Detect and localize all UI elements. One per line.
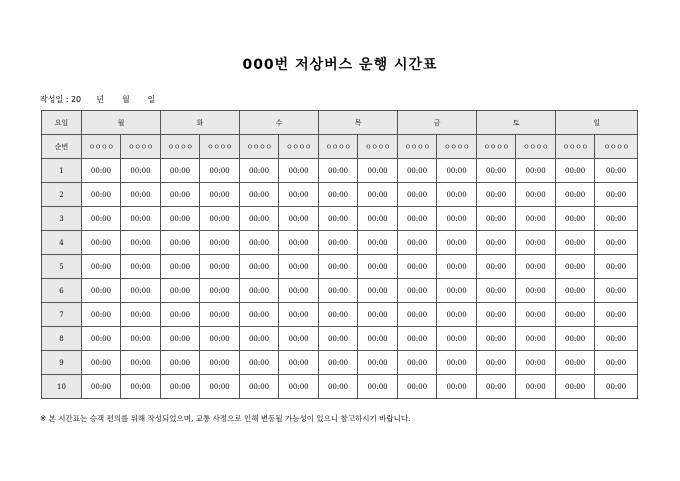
time-cell: 00:00 <box>200 159 240 183</box>
time-cell: 00:00 <box>161 375 200 399</box>
time-cell: 00:00 <box>121 207 161 231</box>
order-number-cell: 2 <box>42 183 82 207</box>
time-cell: 00:00 <box>161 159 200 183</box>
time-cell: 00:00 <box>319 159 358 183</box>
time-cell: 00:00 <box>595 231 638 255</box>
page-title: 000번 저상버스 운행 시간표 <box>242 57 438 73</box>
day-header-cell: 토 <box>477 111 556 135</box>
time-cell: 00:00 <box>437 351 477 375</box>
stop-header-cell: ㅇㅇㅇㅇ <box>121 135 161 159</box>
stop-header-cell: ㅇㅇㅇㅇ <box>200 135 240 159</box>
time-cell: 00:00 <box>82 279 121 303</box>
day-header-cell: 수 <box>240 111 319 135</box>
time-cell: 00:00 <box>279 351 319 375</box>
time-cell: 00:00 <box>319 327 358 351</box>
table-row <box>42 231 638 255</box>
time-cell: 00:00 <box>200 207 240 231</box>
time-cell: 00:00 <box>398 207 437 231</box>
stop-header-cell: ㅇㅇㅇㅇ <box>240 135 279 159</box>
time-cell: 00:00 <box>200 279 240 303</box>
table-row <box>42 327 638 351</box>
time-cell: 00:00 <box>516 351 556 375</box>
time-cell: 00:00 <box>556 159 595 183</box>
time-cell: 00:00 <box>358 183 398 207</box>
day-header-cell: 월 <box>82 111 161 135</box>
table-row <box>42 207 638 231</box>
time-cell: 00:00 <box>240 231 279 255</box>
time-cell: 00:00 <box>516 255 556 279</box>
time-cell: 00:00 <box>161 183 200 207</box>
order-number-cell: 4 <box>42 231 82 255</box>
time-cell: 00:00 <box>82 255 121 279</box>
stop-header-cell: ㅇㅇㅇㅇ <box>161 135 200 159</box>
time-cell: 00:00 <box>556 255 595 279</box>
time-cell: 00:00 <box>358 255 398 279</box>
order-number-cell: 9 <box>42 351 82 375</box>
time-cell: 00:00 <box>516 159 556 183</box>
time-cell: 00:00 <box>398 183 437 207</box>
time-cell: 00:00 <box>477 375 516 399</box>
time-cell: 00:00 <box>437 375 477 399</box>
time-cell: 00:00 <box>556 327 595 351</box>
time-cell: 00:00 <box>477 159 516 183</box>
time-cell: 00:00 <box>516 375 556 399</box>
time-cell: 00:00 <box>240 327 279 351</box>
order-number-cell: 5 <box>42 255 82 279</box>
time-cell: 00:00 <box>358 231 398 255</box>
day-label-cell: 요일 <box>42 111 82 135</box>
time-cell: 00:00 <box>595 159 638 183</box>
time-cell: 00:00 <box>477 279 516 303</box>
time-cell: 00:00 <box>437 183 477 207</box>
stop-header-cell: ㅇㅇㅇㅇ <box>398 135 437 159</box>
stop-header-cell: ㅇㅇㅇㅇ <box>556 135 595 159</box>
time-cell: 00:00 <box>358 159 398 183</box>
time-cell: 00:00 <box>595 327 638 351</box>
table-row <box>42 303 638 327</box>
stop-header-cell: ㅇㅇㅇㅇ <box>279 135 319 159</box>
day-header-cell: 금 <box>398 111 477 135</box>
time-cell: 00:00 <box>556 279 595 303</box>
time-cell: 00:00 <box>437 231 477 255</box>
order-number-cell: 6 <box>42 279 82 303</box>
time-cell: 00:00 <box>279 327 319 351</box>
time-cell: 00:00 <box>279 159 319 183</box>
time-cell: 00:00 <box>161 255 200 279</box>
time-cell: 00:00 <box>82 375 121 399</box>
time-cell: 00:00 <box>358 207 398 231</box>
date-day-unit: 일 <box>147 95 156 104</box>
time-cell: 00:00 <box>200 375 240 399</box>
time-cell: 00:00 <box>358 351 398 375</box>
time-cell: 00:00 <box>200 327 240 351</box>
time-cell: 00:00 <box>279 375 319 399</box>
time-cell: 00:00 <box>319 183 358 207</box>
table-row <box>42 279 638 303</box>
table-row <box>42 351 638 375</box>
time-cell: 00:00 <box>437 159 477 183</box>
time-cell: 00:00 <box>556 375 595 399</box>
time-cell: 00:00 <box>358 375 398 399</box>
time-cell: 00:00 <box>161 231 200 255</box>
order-number-cell: 8 <box>42 327 82 351</box>
order-number-cell: 7 <box>42 303 82 327</box>
time-cell: 00:00 <box>82 327 121 351</box>
time-cell: 00:00 <box>200 231 240 255</box>
time-cell: 00:00 <box>398 255 437 279</box>
time-cell: 00:00 <box>477 207 516 231</box>
time-cell: 00:00 <box>200 351 240 375</box>
table-row <box>42 159 638 183</box>
time-cell: 00:00 <box>437 327 477 351</box>
time-cell: 00:00 <box>240 255 279 279</box>
stop-header-cell: ㅇㅇㅇㅇ <box>82 135 121 159</box>
time-cell: 00:00 <box>477 255 516 279</box>
time-cell: 00:00 <box>398 231 437 255</box>
time-cell: 00:00 <box>437 255 477 279</box>
time-cell: 00:00 <box>161 351 200 375</box>
timetable <box>41 110 638 399</box>
time-cell: 00:00 <box>556 303 595 327</box>
time-cell: 00:00 <box>161 327 200 351</box>
order-label-cell: 순번 <box>42 135 82 159</box>
time-cell: 00:00 <box>477 183 516 207</box>
stop-header-cell: ㅇㅇㅇㅇ <box>477 135 516 159</box>
time-cell: 00:00 <box>516 183 556 207</box>
time-cell: 00:00 <box>516 327 556 351</box>
day-header-row <box>42 111 638 135</box>
time-cell: 00:00 <box>595 351 638 375</box>
time-cell: 00:00 <box>200 303 240 327</box>
time-cell: 00:00 <box>516 231 556 255</box>
stop-header-cell: ㅇㅇㅇㅇ <box>358 135 398 159</box>
time-cell: 00:00 <box>595 375 638 399</box>
time-cell: 00:00 <box>82 207 121 231</box>
time-cell: 00:00 <box>240 375 279 399</box>
day-header-cell: 화 <box>161 111 240 135</box>
time-cell: 00:00 <box>595 255 638 279</box>
time-cell: 00:00 <box>398 159 437 183</box>
time-cell: 00:00 <box>319 279 358 303</box>
time-cell: 00:00 <box>437 207 477 231</box>
time-cell: 00:00 <box>477 231 516 255</box>
time-cell: 00:00 <box>121 159 161 183</box>
time-cell: 00:00 <box>279 255 319 279</box>
time-cell: 00:00 <box>319 207 358 231</box>
time-cell: 00:00 <box>82 159 121 183</box>
time-cell: 00:00 <box>319 351 358 375</box>
stop-header-cell: ㅇㅇㅇㅇ <box>516 135 556 159</box>
time-cell: 00:00 <box>319 255 358 279</box>
time-cell: 00:00 <box>279 207 319 231</box>
time-cell: 00:00 <box>319 303 358 327</box>
time-cell: 00:00 <box>556 231 595 255</box>
time-cell: 00:00 <box>161 279 200 303</box>
time-cell: 00:00 <box>240 351 279 375</box>
stop-header-cell: ㅇㅇㅇㅇ <box>437 135 477 159</box>
time-cell: 00:00 <box>121 351 161 375</box>
time-cell: 00:00 <box>279 231 319 255</box>
date-month-unit: 월 <box>121 95 130 104</box>
time-cell: 00:00 <box>556 183 595 207</box>
time-cell: 00:00 <box>398 375 437 399</box>
date-label: 작성일 : 20 <box>40 95 82 104</box>
day-header-cell: 목 <box>319 111 398 135</box>
time-cell: 00:00 <box>200 255 240 279</box>
time-cell: 00:00 <box>279 279 319 303</box>
day-header-cell: 일 <box>556 111 638 135</box>
time-cell: 00:00 <box>82 351 121 375</box>
time-cell: 00:00 <box>121 375 161 399</box>
stop-header-cell: ㅇㅇㅇㅇ <box>319 135 358 159</box>
time-cell: 00:00 <box>279 183 319 207</box>
time-cell: 00:00 <box>398 303 437 327</box>
time-cell: 00:00 <box>595 183 638 207</box>
time-cell: 00:00 <box>240 183 279 207</box>
time-cell: 00:00 <box>319 231 358 255</box>
time-cell: 00:00 <box>556 207 595 231</box>
time-cell: 00:00 <box>516 279 556 303</box>
time-cell: 00:00 <box>240 303 279 327</box>
footnote: ※ 본 시간표는 승객 편의를 위해 작성되었으며, 교통 사정으로 인해 변동될 가능성이 있으니 참고하시기 바랍니다. <box>40 414 411 423</box>
date-year-unit: 년 <box>96 95 105 104</box>
time-cell: 00:00 <box>319 375 358 399</box>
time-cell: 00:00 <box>161 207 200 231</box>
order-number-cell: 1 <box>42 159 82 183</box>
table-row <box>42 183 638 207</box>
order-number-cell: 10 <box>42 375 82 399</box>
time-cell: 00:00 <box>200 183 240 207</box>
time-cell: 00:00 <box>161 303 200 327</box>
time-cell: 00:00 <box>121 303 161 327</box>
time-cell: 00:00 <box>240 159 279 183</box>
time-cell: 00:00 <box>240 207 279 231</box>
time-cell: 00:00 <box>477 327 516 351</box>
time-cell: 00:00 <box>437 279 477 303</box>
time-cell: 00:00 <box>358 327 398 351</box>
table-row <box>42 375 638 399</box>
time-cell: 00:00 <box>358 279 398 303</box>
time-cell: 00:00 <box>398 279 437 303</box>
order-number-cell: 3 <box>42 207 82 231</box>
stop-header-cell: ㅇㅇㅇㅇ <box>595 135 638 159</box>
time-cell: 00:00 <box>121 255 161 279</box>
time-cell: 00:00 <box>437 303 477 327</box>
time-cell: 00:00 <box>121 231 161 255</box>
time-cell: 00:00 <box>82 231 121 255</box>
table-row <box>42 255 638 279</box>
time-cell: 00:00 <box>121 183 161 207</box>
time-cell: 00:00 <box>595 207 638 231</box>
time-cell: 00:00 <box>82 183 121 207</box>
time-cell: 00:00 <box>121 327 161 351</box>
time-cell: 00:00 <box>358 303 398 327</box>
time-cell: 00:00 <box>516 207 556 231</box>
order-header-row <box>42 135 638 159</box>
time-cell: 00:00 <box>477 351 516 375</box>
date-written <box>40 94 155 105</box>
time-cell: 00:00 <box>121 279 161 303</box>
time-cell: 00:00 <box>477 303 516 327</box>
time-cell: 00:00 <box>82 303 121 327</box>
time-cell: 00:00 <box>398 351 437 375</box>
time-cell: 00:00 <box>516 303 556 327</box>
time-cell: 00:00 <box>398 327 437 351</box>
time-cell: 00:00 <box>279 303 319 327</box>
time-cell: 00:00 <box>595 303 638 327</box>
time-cell: 00:00 <box>595 279 638 303</box>
time-cell: 00:00 <box>240 279 279 303</box>
time-cell: 00:00 <box>556 351 595 375</box>
